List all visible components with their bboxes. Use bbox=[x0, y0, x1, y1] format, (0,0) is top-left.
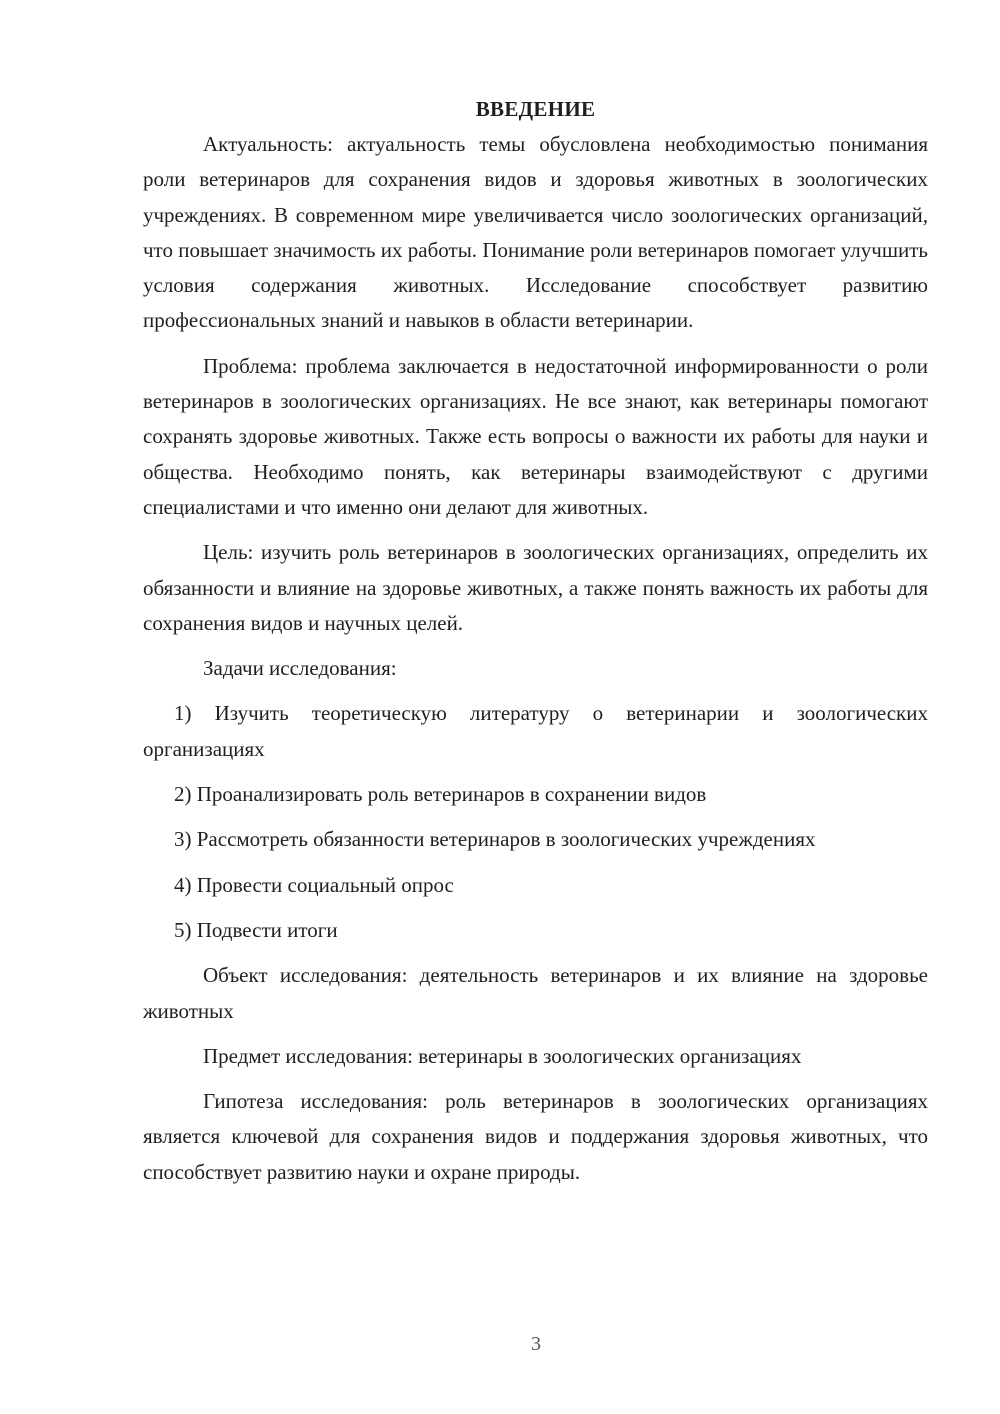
section-title: ВВЕДЕНИЕ bbox=[475, 97, 596, 121]
task-item-1: 1) Изучить теоретическую литературу о ветеринарии и зоологических организациях bbox=[143, 701, 928, 761]
task-item-3: 3) Рассмотреть обязанности ветеринаров в зоологических учреждениях bbox=[174, 827, 816, 852]
page-number: 3 bbox=[531, 1333, 541, 1355]
paragraph-relevance: Актуальность: актуальность темы обусловлена необходимостью понимания роли ветеринаров для сохранения видов и здоровья животных в зоологических учреждениях. В современном мире увеличивается число зоологических организаций, что повышает значимость их работы. Понимание роли ветеринаров помогает улучшить условия содержания животных. Исследование способствует развитию профессиональных знаний и навыков в области ветеринарии. bbox=[143, 132, 928, 333]
task-item-2: 2) Проанализировать роль ветеринаров в сохранении видов bbox=[174, 782, 707, 807]
paragraph-object: Объект исследования: деятельность ветеринаров и их влияние на здоровье животных bbox=[143, 963, 928, 1023]
paragraph-goal: Цель: изучить роль ветеринаров в зоологических организациях, определить их обязанности и влияние на здоровье животных, а также понять важность их работы для сохранения видов и научных целей. bbox=[143, 540, 928, 635]
document-page bbox=[143, 92, 928, 1200]
task-item-5: 5) Подвести итоги bbox=[174, 917, 338, 942]
paragraph-tasks-heading: Задачи исследования: bbox=[203, 656, 397, 681]
paragraph-hypothesis: Гипотеза исследования: роль ветеринаров в зоологических организациях является ключевой для сохранения видов и поддержания здоровья животных, что способствует развитию науки и охране природы. bbox=[143, 1089, 928, 1184]
paragraph-problem: Проблема: проблема заключается в недостаточной информированности о роли ветеринаров в зоологических организациях. Не все знают, как ветеринары помогают сохранять здоровье животных. Также есть вопросы о важности их работы для науки и общества. Необходимо понять, как ветеринары взаимодействуют с другими специалистами и что именно они делают для животных. bbox=[143, 353, 928, 519]
task-item-4: 4) Провести социальный опрос bbox=[174, 872, 454, 897]
paragraph-subject: Предмет исследования: ветеринары в зоологических организациях bbox=[203, 1043, 802, 1068]
